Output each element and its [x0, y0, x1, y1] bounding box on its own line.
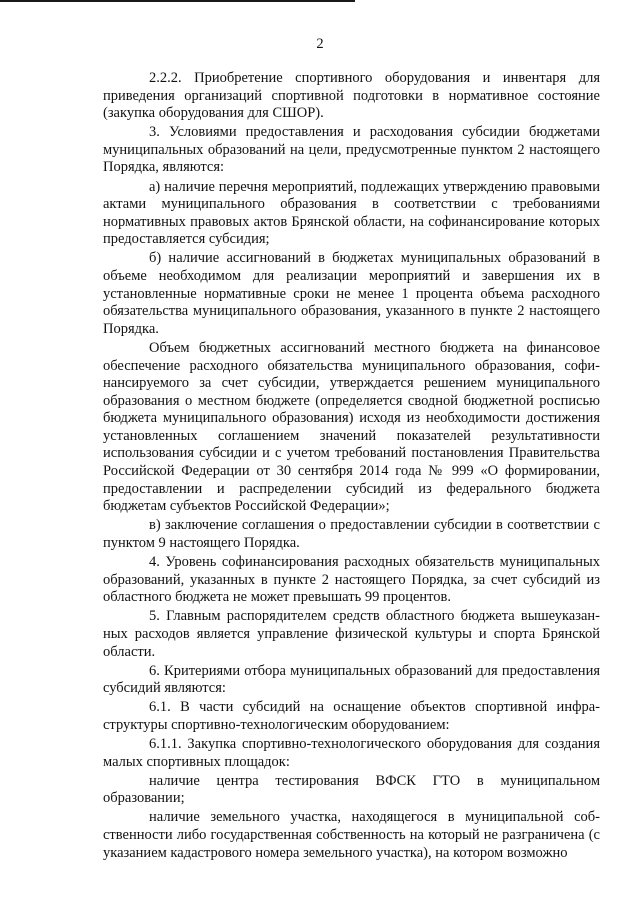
paragraph-2-2-2: 2.2.2. Приобретение спортивного оборудования и инвентаря для приведения организаций спортивной подготовки в нормативное состояние (закупка оборудования для СШОР).	[103, 70, 600, 122]
paragraph-6-1: 6.1. В части субсидий на оснащение объектов спортивной инфраструктуры спортивно-технологическим оборудованием:	[103, 699, 600, 733]
paragraph-5: 5. Главным распорядителем средств областного бюджета вышеуказанных расходов является управление физической культуры и спорта Брянской области.	[103, 608, 600, 660]
top-border-line	[0, 0, 355, 2]
paragraph-budget-volume: Объем бюджетных ассигнований местного бюджета на финансовое обеспечение расходного обязательства муниципального образования, софинансируемого за счет субсидии, утверждается решением муниципального образования о местном бюджете (определяется сводной бюджетной росписью бюджета муниципального образования) исходя из необходимости достижения установленных соглашением значений показателей результативности использования субсидии и с учетом требований постановления Правительства Российской Федерации от 30 сентября 2014 года № 999 «О формировании, предоставлении и распределении субсидий из федерального бюджета бюджетам субъектов Российской Федерации»;	[103, 339, 600, 515]
paragraph-3v: в) заключение соглашения о предоставлении субсидии в соответствии с пунктом 9 настоящего Порядка.	[103, 517, 600, 551]
paragraph-3: 3. Условиями предоставления и расходования субсидии бюджетами муниципальных образований на цели, предусмотренные пунктом 2 настоящего Порядка, являются:	[103, 124, 600, 176]
paragraph-6: 6. Критериями отбора муниципальных образований для предоставления субсидий являются:	[103, 662, 600, 697]
paragraph-3a: а) наличие перечня мероприятий, подлежащих утверждению правовыми актами муниципального образования в соответствии с требованиями нормативных правовых актов Брянской области, на софинансирование которых предоставляется субсидия;	[103, 178, 600, 248]
paragraph-6-1-1: 6.1.1. Закупка спортивно-технологического оборудования для создания малых спортивных площадок:	[103, 735, 600, 770]
paragraph-4: 4. Уровень софинансирования расходных обязательств муниципальных образований, указанных в пункте 2 настоящего Порядка, за счет субсидий из областного бюджета не может превышать 99 процентов.	[103, 554, 600, 606]
paragraph-land-plot: наличие земельного участка, находящегося в муниципальной собственности либо государственная собственность на который не разграничена (с указанием кадастрового номера земельного участка), на котором возможно	[103, 809, 600, 861]
paragraph-3b: б) наличие ассигнований в бюджетах муниципальных образований в объеме необходимом для реализации мероприятий и завершения их в установленные нормативные сроки не менее 1 процента объема расходного обязательства муниципального образования, указанного в пункте 2 настоящего Порядка.	[103, 250, 600, 337]
paragraph-gto-center: наличие центра тестирования ВФСК ГТО в муниципальном образовании;	[103, 772, 600, 807]
document-body	[103, 70, 600, 862]
page-number: 2	[316, 36, 324, 52]
